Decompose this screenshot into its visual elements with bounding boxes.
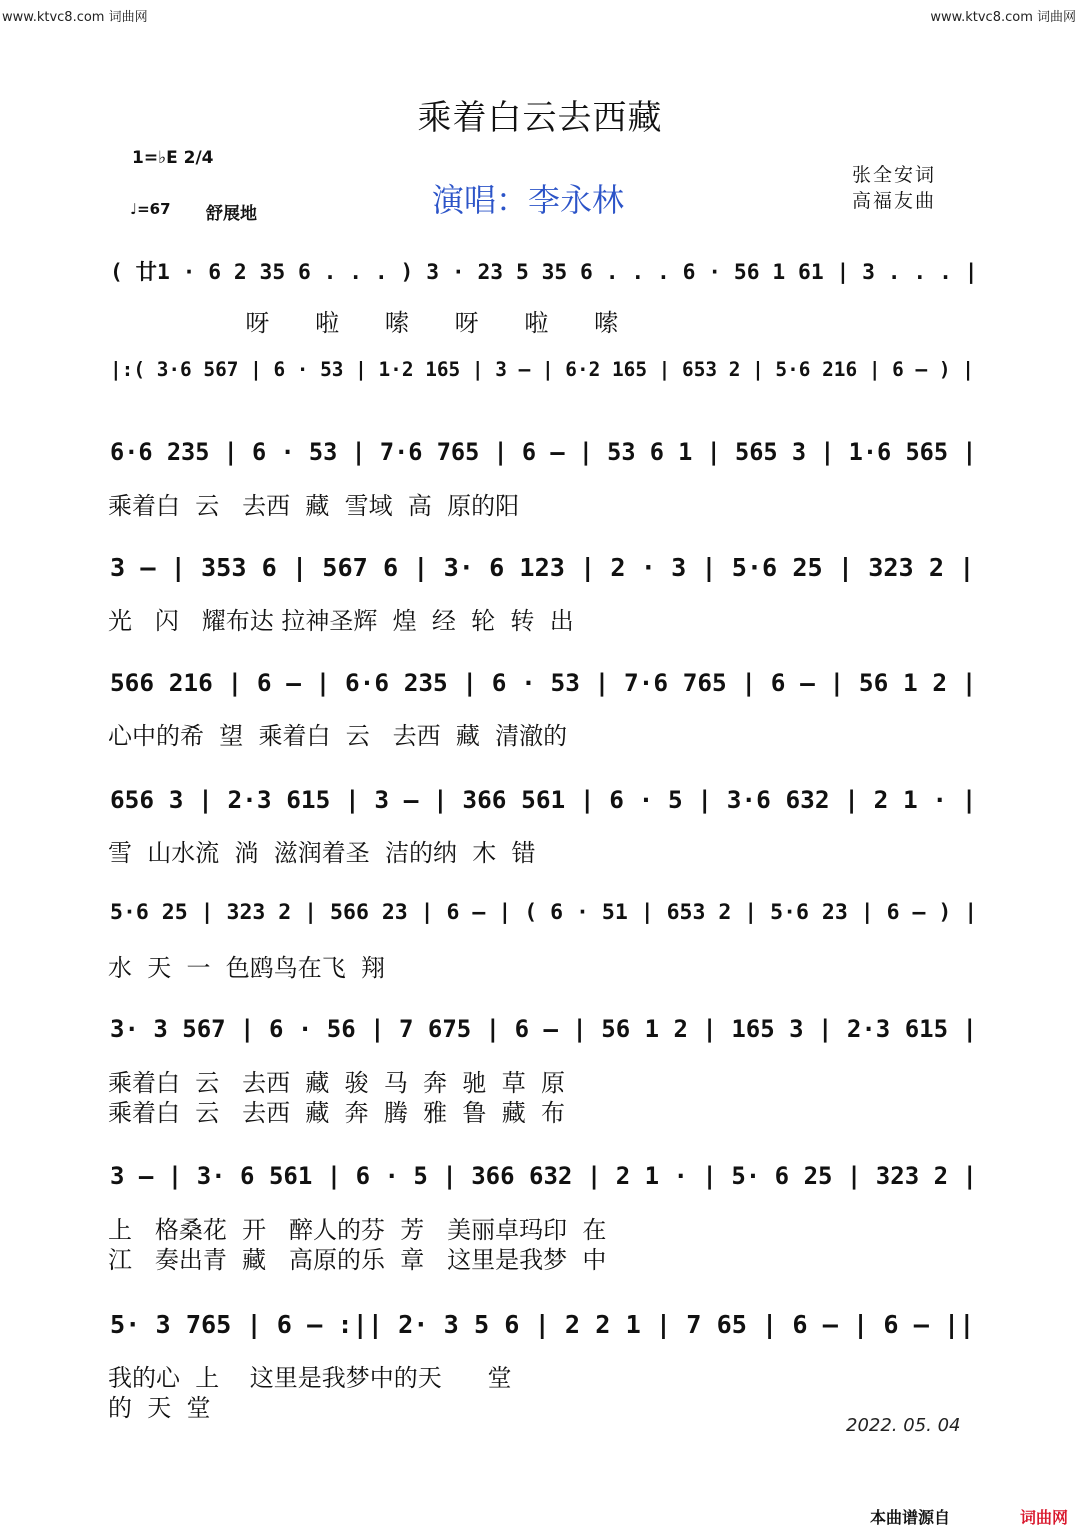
expression-marking: 舒展地 — [206, 204, 257, 224]
notation-row: 656 3 | 2·3 615 | 3 – | 366 561 | 6 · 5 | 3·6 632 | 2 1 · | — [110, 785, 977, 814]
notation-row: ( 廿1 · 6 2 35 6 . . . ) 3 · 23 5 35 6 . . . 6 · 56 1 61 | 3 . . . | — [110, 260, 978, 285]
source-label: 本曲谱源自 — [870, 1508, 951, 1527]
key-signature: 1=♭E 2/4 — [132, 148, 214, 168]
tempo-marking: ♩=67 — [130, 200, 171, 218]
lyric-line: 雪 山水流 淌 滋润着圣 洁的纳 木 错 — [108, 839, 536, 867]
notation-row: 3 – | 353 6 | 567 6 | 3· 6 123 | 2 · 3 | 5·6 25 | 323 2 | — [110, 553, 975, 582]
lyric-line: 江 奏出青 藏 高原的乐 章 这里是我梦 中 — [108, 1246, 607, 1274]
notation-row: 5·6 25 | 323 2 | 566 23 | 6 – | ( 6 · 51 | 653 2 | 5·6 23 | 6 – ) | — [110, 900, 978, 925]
notation-row: 5· 3 765 | 6 – :|| 2· 3 5 6 | 2 2 1 | 7 65 | 6 – | 6 – || — [110, 1310, 975, 1339]
lyric-line: 乘着白 云 去西 藏 雪域 高 原的阳 — [108, 492, 520, 520]
source-site: 词曲网 — [1020, 1508, 1069, 1527]
lyric-line: 心中的希 望 乘着白 云 去西 藏 清澈的 — [108, 722, 568, 750]
notation-row: 6·6 235 | 6 · 53 | 7·6 765 | 6 – | 53 6 1 | 565 3 | 1·6 565 | — [110, 438, 977, 466]
lyric-line: 呀 啦 嗦 呀 啦 嗦 — [108, 309, 619, 337]
lyric-line: 乘着白 云 去西 藏 骏 马 奔 驰 草 原 — [108, 1069, 565, 1097]
watermark-right: www.ktvc8.com 词曲网 — [930, 10, 1076, 25]
lyric-line: 水 天 一 色鸥鸟在飞 翔 — [108, 954, 386, 982]
lyric-line: 的 天 堂 — [108, 1394, 211, 1422]
singer-credit: 演唱：李永林 — [432, 181, 625, 219]
lyricist-credit: 张全安词 — [852, 164, 937, 186]
lyric-line: 光 闪 耀布达 拉神圣辉 煌 经 轮 转 出 — [108, 607, 574, 635]
notation-row: 3 – | 3· 6 561 | 6 · 5 | 366 632 | 2 1 · | 5· 6 25 | 323 2 | — [110, 1162, 977, 1190]
notation-row: 566 216 | 6 – | 6·6 235 | 6 · 53 | 7·6 765 | 6 – | 56 1 2 | — [110, 668, 977, 697]
notation-row: 3· 3 567 | 6 · 56 | 7 675 | 6 – | 56 1 2 | 165 3 | 2·3 615 | — [110, 1015, 977, 1043]
lyric-line: 乘着白 云 去西 藏 奔 腾 雅 鲁 藏 布 — [108, 1099, 565, 1127]
watermark-left: www.ktvc8.com 词曲网 — [2, 10, 148, 25]
notation-row: |:( 3·6 567 | 6 · 53 | 1·2 165 | 3 – | 6·2 165 | 653 2 | 5·6 216 | 6 – ) | — [110, 358, 974, 381]
lyric-line: 我的心 上 这里是我梦中的天 堂 — [108, 1364, 512, 1392]
composer-credit: 高福友曲 — [852, 190, 937, 212]
date-stamp: 2022. 05. 04 — [846, 1415, 961, 1436]
song-title: 乘着白云去西藏 — [417, 98, 663, 138]
lyric-line: 上 格桑花 开 醉人的芬 芳 美丽卓玛印 在 — [108, 1216, 607, 1244]
